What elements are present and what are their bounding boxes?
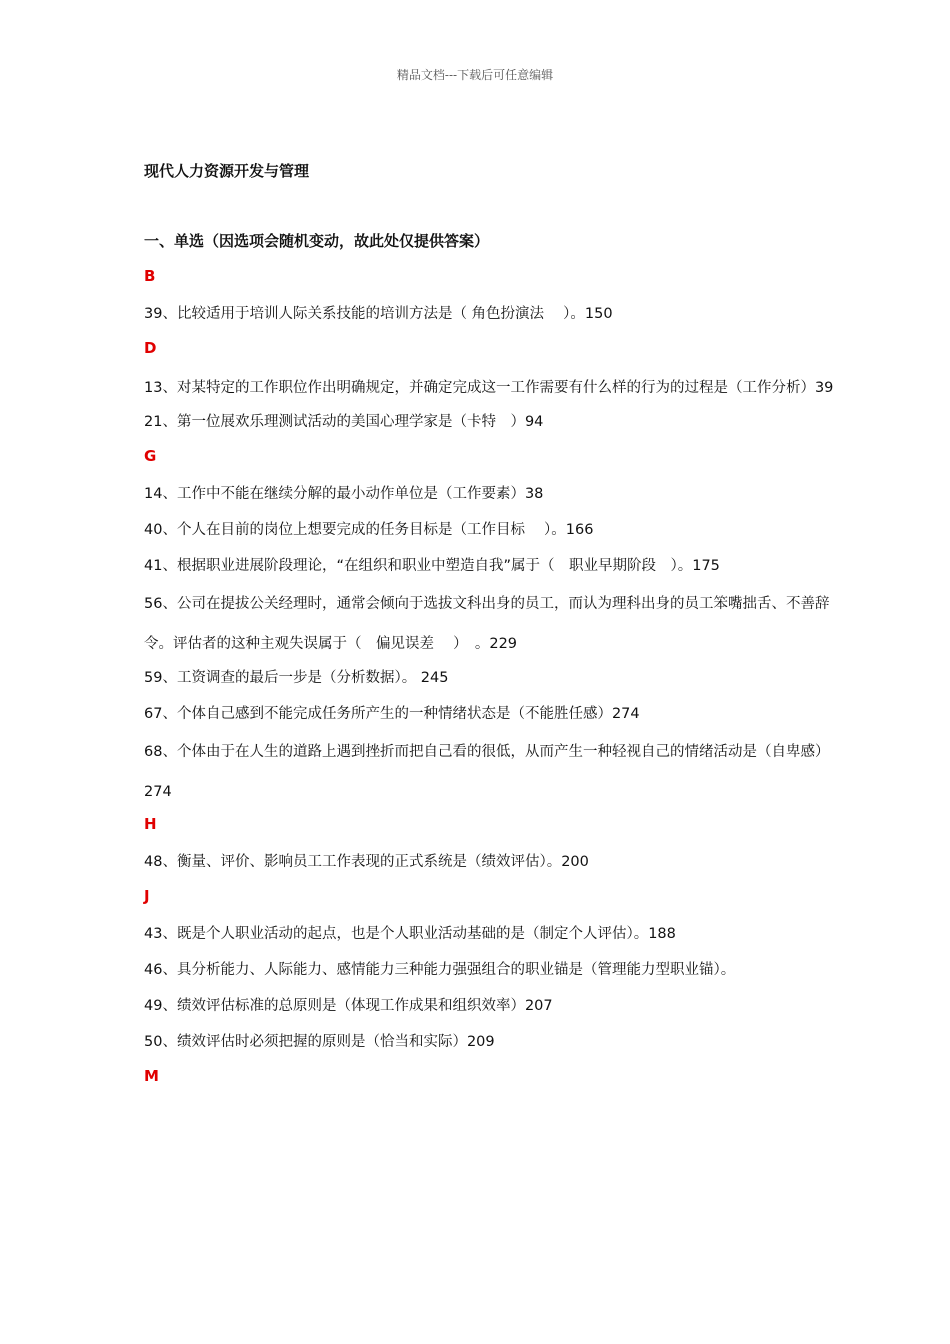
question-item: 59、工资调查的最后一步是（分析数据）。 245 xyxy=(144,670,449,686)
question-item: 50、绩效评估时必须把握的原则是（恰当和实际）209 xyxy=(144,1034,495,1050)
index-letter: D xyxy=(144,339,157,357)
question-item: 39、比较适用于培训人际关系技能的培训方法是（ 角色扮演法 ）。150 xyxy=(144,306,613,322)
question-item: 40、个人在目前的岗位上想要完成的任务目标是（工作目标 ）。166 xyxy=(144,522,594,538)
index-letter: B xyxy=(144,267,156,285)
index-letter: G xyxy=(144,447,157,465)
question-item: 67、个体自己感到不能完成任务所产生的一种情绪状态是（不能胜任感）274 xyxy=(144,706,640,722)
question-item: 46、具分析能力、人际能力、感情能力三种能力强强组合的职业锚是（管理能力型职业锚）。 xyxy=(144,962,736,978)
section-heading: 一、单选（因选项会随机变动，故此处仅提供答案） xyxy=(144,232,490,250)
question-item: 41、根据职业进展阶段理论，“在组织和职业中塑造自我”属于（ 职业早期阶段 ）。175 xyxy=(144,558,720,574)
index-letter: H xyxy=(144,815,157,833)
question-list xyxy=(144,260,834,1096)
question-item: 48、衡量、评价、影响员工工作表现的正式系统是（绩效评估）。200 xyxy=(144,854,589,870)
question-item: 68、个体由于在人生的道路上遇到挫折而把自己看的很低，从而产生一种轻视自己的情绪活动是（自卑感）274 xyxy=(144,744,830,800)
question-item: 13、对某特定的工作职位作出明确规定，并确定完成这一工作需要有什么样的行为的过程是（工作分析）39 xyxy=(144,380,834,396)
page-header: 精品文档---下载后可任意编辑 xyxy=(396,68,554,82)
question-item: 14、工作中不能在继续分解的最小动作单位是（工作要素）38 xyxy=(144,486,544,502)
question-item: 49、绩效评估标准的总原则是（体现工作成果和组织效率）207 xyxy=(144,998,553,1014)
document-title: 现代人力资源开发与管理 xyxy=(144,162,310,180)
question-item: 21、第一位展欢乐理测试活动的美国心理学家是（卡特 ）94 xyxy=(144,414,544,430)
question-item: 56、公司在提拔公关经理时，通常会倾向于选拔文科出身的员工，而认为理科出身的员工笨嘴拙舌、不善辞令。评估者的这种主观失误属于（ 偏见误差 ） 。229 xyxy=(144,596,830,652)
index-letter: M xyxy=(144,1067,159,1085)
index-letter: J xyxy=(144,887,150,905)
question-item: 43、既是个人职业活动的起点，也是个人职业活动基础的是（制定个人评估）。188 xyxy=(144,926,676,942)
